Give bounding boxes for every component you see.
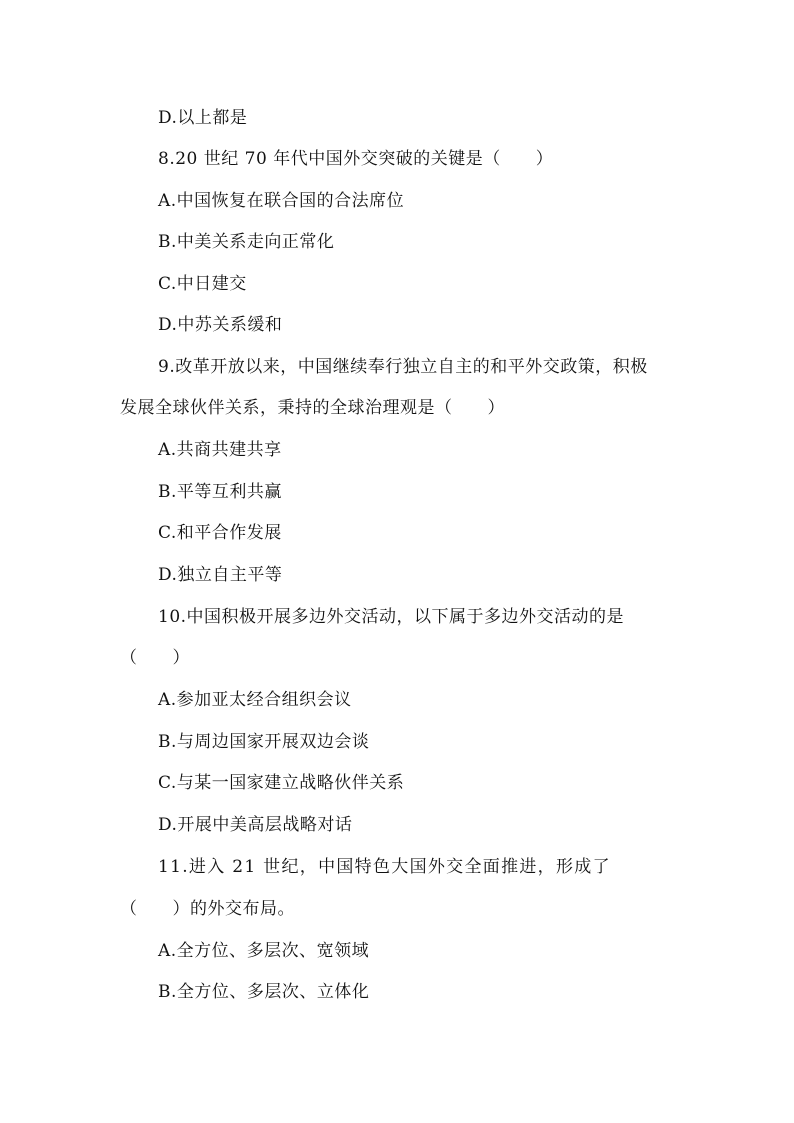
question-11-line-1: 11.进入 21 世纪，中国特色大国外交全面推进，形成了 (158, 857, 611, 877)
question-8: 8.20 世纪 70 年代中国外交突破的关键是（ ） (158, 149, 554, 169)
option-10b: B.与周边国家开展双边会谈 (158, 732, 370, 752)
option-8d: D.中苏关系缓和 (158, 315, 283, 335)
question-10-line-2: （ ） (120, 648, 190, 668)
question-10-line-1: 10.中国积极开展多边外交活动，以下属于多边外交活动的是 (158, 607, 625, 627)
option-7d: D.以上都是 (158, 108, 248, 128)
option-9c: C.和平合作发展 (158, 523, 282, 543)
option-11a: A.全方位、多层次、宽领域 (158, 941, 370, 961)
option-9b: B.平等互利共赢 (158, 482, 282, 502)
option-8b: B.中美关系走向正常化 (158, 232, 335, 252)
option-9a: A.共商共建共享 (158, 440, 282, 460)
option-11b: B.全方位、多层次、立体化 (158, 982, 370, 1002)
option-8c: C.中日建交 (158, 274, 247, 294)
option-10c: C.与某一国家建立战略伙伴关系 (158, 773, 405, 793)
option-8a: A.中国恢复在联合国的合法席位 (158, 191, 405, 211)
question-11-line-2: （ ）的外交布局。 (120, 899, 295, 919)
question-9-line-1: 9.改革开放以来，中国继续奉行独立自主的和平外交政策，积极 (158, 357, 648, 377)
option-9d: D.独立自主平等 (158, 565, 283, 585)
option-10d: D.开展中美高层战略对话 (158, 815, 353, 835)
option-10a: A.参加亚太经合组织会议 (158, 690, 352, 710)
question-9-line-2: 发展全球伙伴关系，秉持的全球治理观是（ ） (120, 398, 505, 418)
